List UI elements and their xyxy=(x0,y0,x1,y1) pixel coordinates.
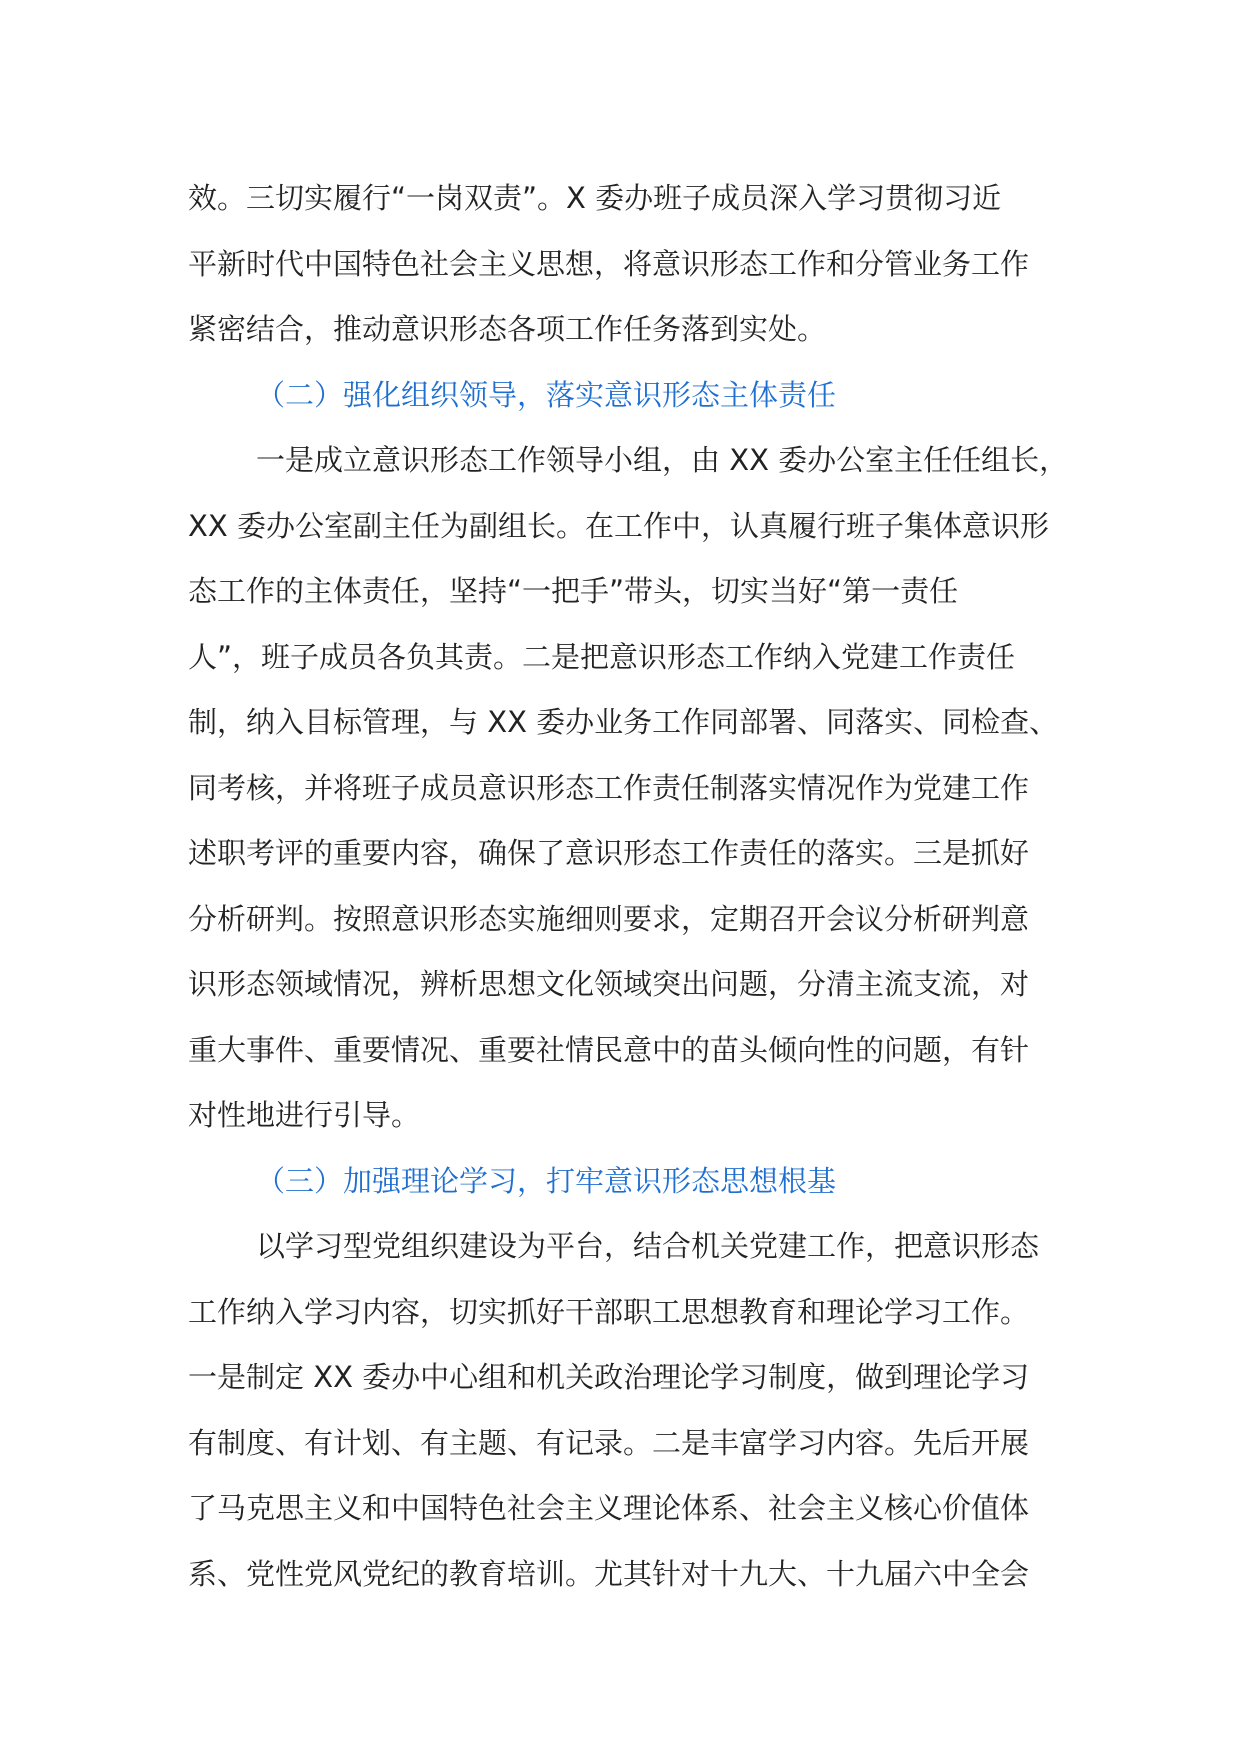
document-body xyxy=(188,166,1068,1607)
paragraph-line: 述职考评的重要内容，确保了意识形态工作责任的落实。三是抓好 xyxy=(188,836,1030,870)
paragraph-line: 工作纳入学习内容，切实抓好干部职工思想教育和理论学习工作。 xyxy=(188,1294,1030,1329)
paragraph-line: 系、党性党风党纪的教育培训。尤其针对十九大、十九届六中全会 xyxy=(188,1556,1030,1591)
paragraph-line: 重大事件、重要情况、重要社情民意中的苗头倾向性的问题，有针 xyxy=(188,1032,1030,1067)
paragraph-line: 制，纳入目标管理，与 XX 委办业务工作同部署、同落实、同检查、 xyxy=(188,705,1059,739)
paragraph-line: 紧密结合，推动意识形态各项工作任务落到实处。 xyxy=(188,312,827,346)
section-heading: （二）强化组织领导，落实意识形态主体责任 xyxy=(256,377,837,412)
paragraph-line: 一是制定 XX 委办中心组和机关政治理论学习制度，做到理论学习 xyxy=(188,1360,1030,1394)
paragraph-line: 平新时代中国特色社会主义思想，将意识形态工作和分管业务工作 xyxy=(188,246,1030,281)
paragraph-line: 以学习型党组织建设为平台，结合机关党建工作，把意识形态 xyxy=(256,1229,1040,1263)
paragraph-line: 一是成立意识形态工作领导小组，由 XX 委办公室主任任组长， xyxy=(256,443,1069,477)
paragraph-line: 同考核，并将班子成员意识形态工作责任制落实情况作为党建工作 xyxy=(188,770,1030,805)
section-heading: （三）加强理论学习，打牢意识形态思想根基 xyxy=(256,1163,837,1198)
paragraph-line: 态工作的主体责任，坚持“一把手”带头，切实当好“第一责任 xyxy=(188,574,959,608)
paragraph-line: 有制度、有计划、有主题、有记录。二是丰富学习内容。先后开展 xyxy=(188,1425,1030,1460)
paragraph-line: XX 委办公室副主任为副组长。在工作中，认真履行班子集体意识形 xyxy=(188,508,1049,543)
paragraph-line: 人”，班子成员各负其责。二是把意识形态工作纳入党建工作责任 xyxy=(188,639,1016,674)
paragraph-line: 对性地进行引导。 xyxy=(188,1098,421,1132)
paragraph-line: 分析研判。按照意识形态实施细则要求，定期召开会议分析研判意 xyxy=(188,901,1030,936)
paragraph-line: 识形态领域情况，辨析思想文化领域突出问题，分清主流支流，对 xyxy=(188,967,1030,1001)
paragraph-line: 效。三切实履行“一岗双责”。X 委办班子成员深入学习贯彻习近 xyxy=(188,181,1002,215)
paragraph-line: 了马克思主义和中国特色社会主义理论体系、社会主义核心价值体 xyxy=(188,1491,1030,1525)
